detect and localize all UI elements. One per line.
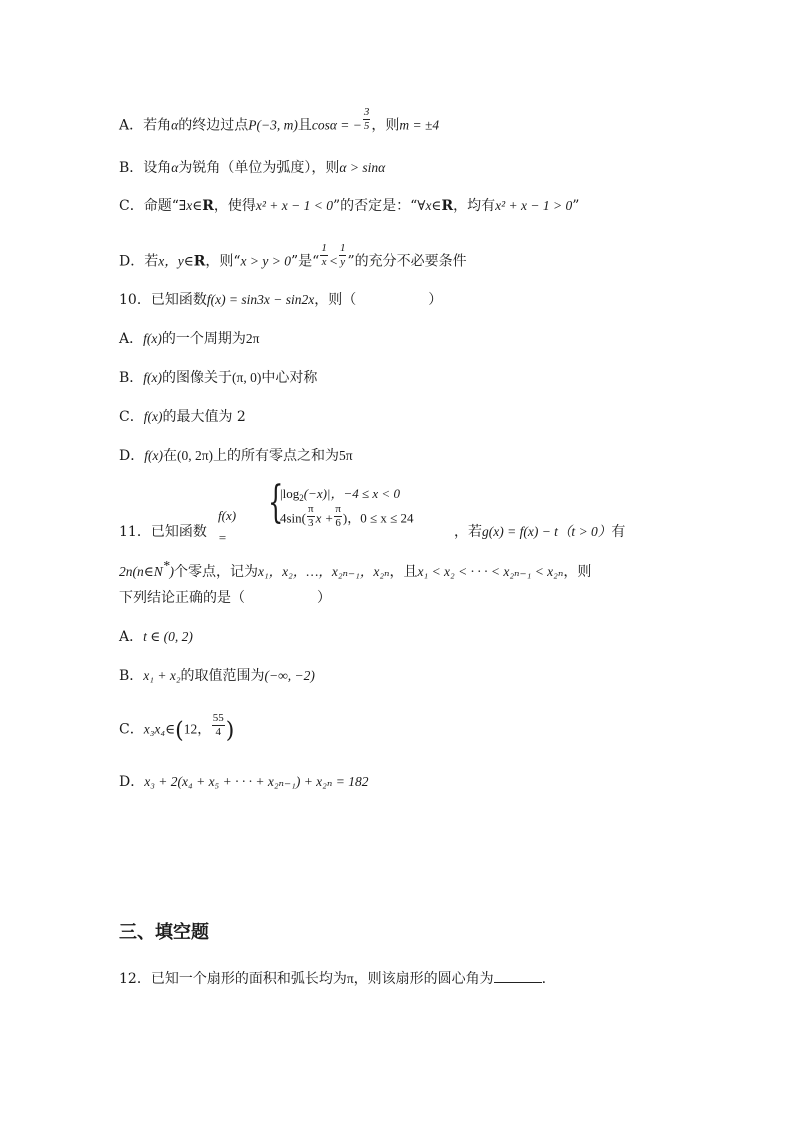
- option-a-q10: A．f(x)的一个周期为2π: [119, 331, 260, 347]
- option-c-q11: C．x₃x₄∈(12， $\frac{55}{4}$ ): [119, 712, 235, 744]
- option-b-q10: B．f(x)的图像关于(π, 0)中心对称: [119, 370, 318, 386]
- fraction-1-x: $\frac{1}{x}$: [321, 242, 327, 268]
- fraction-1-y: $\frac{1}{y}$: [339, 242, 346, 268]
- option-d-q9: D．若x，y∈R，则“x > y > 0”是“ $\frac{1}{x}$ < $\frac{1}{y}$ ”的充分不必要条件: [119, 242, 467, 270]
- question-11-cont: ，若g(x) = f(x) − t（t > 0）有: [454, 524, 626, 540]
- question-10: 10．已知函数f(x) = sin3x − sin2x，则（ ）: [119, 292, 443, 308]
- answer-blank[interactable]: [494, 968, 542, 983]
- fraction-3-5: $\frac{3}{5}$: [363, 106, 370, 132]
- fraction-55-4: $\frac{55}{4}$: [212, 712, 224, 738]
- option-c-q10: C．f(x)的最大值为 2: [119, 409, 246, 425]
- alpha-symbol: α: [171, 117, 179, 133]
- option-d-q11: D．x₃ + 2(x₄ + x₅ + · · · + x₂ₙ₋₁) + x₂ₙ = 182: [119, 774, 369, 790]
- option-d-q10: D．f(x)在(0, 2π)上的所有零点之和为5π: [119, 448, 353, 464]
- question-11: 11．已知函数: [119, 524, 207, 540]
- option-b-q9: B．设角α为锐角（单位为弧度），则α > sinα: [119, 160, 386, 176]
- case-1: $|\log_2(-x)|$，−4 ≤ x < 0: [280, 486, 400, 503]
- question-11-line2: 2n(n∈N*)个零点，记为x₁，x₂，…，x₂ₙ₋₁，x₂ₙ，且x₁ < x₂ < · · · < x₂ₙ₋₁ < x₂ₙ，则: [119, 558, 592, 580]
- section-heading: 三、填空题: [119, 922, 209, 943]
- left-brace: {: [268, 477, 284, 528]
- case-2: 4sin( $\frac{\pi}{3}$ x + $\frac{\pi}{6}$ )，0 ≤ x ≤ 24: [280, 503, 414, 529]
- question-12: 12．已知一个扇形的面积和弧长均为π，则该扇形的圆心角为 .: [119, 968, 546, 989]
- option-a-q11: A．t ∈ (0, 2): [119, 629, 193, 645]
- option-a-q9: A．若角α的终边过点P(−3, m)且cosα = − $\frac{3}{5}$ ，则m = ±4: [119, 106, 440, 134]
- question-11-line3: 下列结论正确的是（ ）: [119, 590, 331, 606]
- option-b-q11: B．x₁ + x₂的取值范围为(−∞, −2): [119, 668, 315, 684]
- option-c-q9: C．命题“∃x∈R，使得x² + x − 1 < 0”的否定是：“∀x∈R，均有x² + x − 1 > 0”: [119, 198, 580, 214]
